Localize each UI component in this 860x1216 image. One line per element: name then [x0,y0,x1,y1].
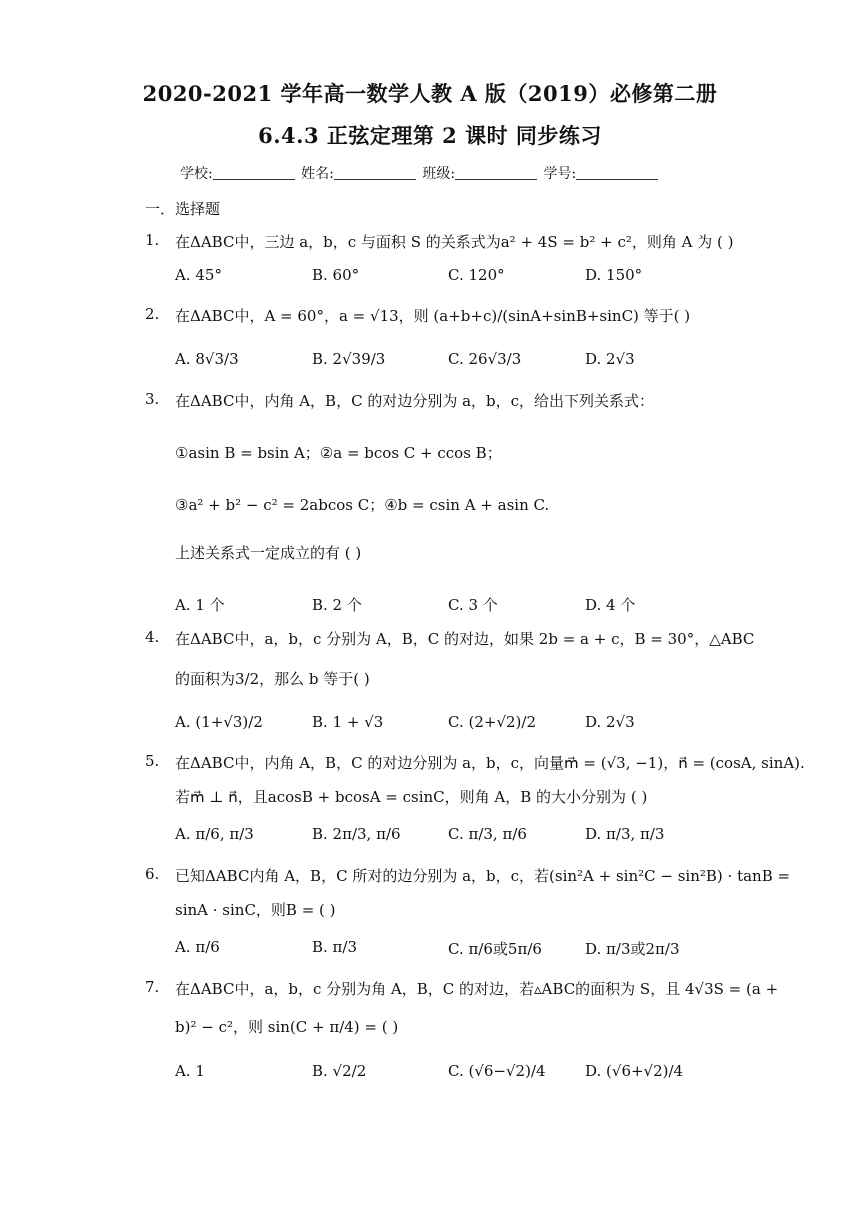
option-d[interactable]: D. 2√3 [585,350,635,368]
option-b[interactable]: B. π/3 [312,938,358,956]
student-id-label: 学号: [543,166,577,182]
question-text: 已知ΔABC内角 A，B，C 所对的边分别为 a，b，c，若(sin²A + sin²C − sin²B) · tanB = [175,867,791,885]
question-number: 4. [145,628,160,646]
school-label: 学校: [180,166,213,182]
option-b[interactable]: B. 2 个 [312,596,362,614]
question-number: 5. [145,752,160,770]
question-text-cont: 的面积为3/2，那么 b 等于( ) [175,670,370,688]
class-blank[interactable] [455,165,537,180]
name-label: 姓名: [301,166,334,182]
option-d[interactable]: D. (√6+√2)/4 [585,1062,684,1080]
option-a[interactable]: A. π/6, π/3 [175,825,254,843]
option-a[interactable]: A. 8√3/3 [175,350,239,368]
option-b[interactable]: B. √2/2 [312,1062,367,1080]
question-text: 在ΔABC中，a，b，c 分别为 A，B，C 的对边，如果 2b = a + c，B = 30°，△ABC [175,630,755,648]
option-c[interactable]: C. π/3, π/6 [448,825,527,843]
school-blank[interactable] [213,165,295,180]
option-c[interactable]: C. 3 个 [448,596,498,614]
relation-list-2: ③a² + b² − c² = 2abcos C；④b = csin A + asin C. [175,496,550,514]
question-text: 在ΔABC中，三边 a，b，c 与面积 S 的关系式为a² + 4S = b² + c²，则角 A 为 ( ) [175,233,734,251]
question-number: 3. [145,390,160,408]
question-text-cont: 若m⃗ ⊥ n⃗，且acosB + bcosA = csinC，则角 A，B 的大小分别为 ( ) [175,788,648,806]
student-id-blank[interactable] [576,165,658,180]
option-c[interactable]: C. (√6−√2)/4 [448,1062,546,1080]
option-a[interactable]: A. (1+√3)/2 [175,713,263,731]
option-b[interactable]: B. 1 + √3 [312,713,384,731]
question-number: 7. [145,978,160,996]
question-text: 在ΔABC中，内角 A，B，C 的对边分别为 a，b，c，向量m⃗ = (√3, −1)，n⃗ = (cosA, sinA). [175,754,805,772]
worksheet-subtitle: 6.4.3 正弦定理第 2 课时 同步练习 [258,123,602,148]
question-text: 在ΔABC中，A = 60°，a = √13，则 (a+b+c)/(sinA+sinB+sinC) 等于( ) [175,307,691,325]
option-d[interactable]: D. π/3或2π/3 [585,940,680,958]
name-blank[interactable] [334,165,416,180]
option-a[interactable]: A. 1 个 [175,596,225,614]
worksheet-title: 2020-2021 学年高一数学人教 A 版（2019）必修第二册 [142,81,718,106]
option-c[interactable]: C. 120° [448,266,505,284]
option-a[interactable]: A. 1 [175,1062,205,1080]
question-number: 6. [145,865,160,883]
question-prompt: 上述关系式一定成立的有 ( ) [175,544,362,562]
option-d[interactable]: D. 2√3 [585,713,635,731]
question-number: 2. [145,305,160,323]
option-d[interactable]: D. 150° [585,266,643,284]
option-a[interactable]: A. π/6 [175,938,220,956]
class-label: 班级: [422,166,456,182]
option-c[interactable]: C. π/6或5π/6 [448,940,542,958]
section-heading: 一．选择题 [145,200,221,218]
option-b[interactable]: B. 2π/3, π/6 [312,825,401,843]
question-text-cont: b)² − c²，则 sin(C + π/4) = ( ) [175,1018,399,1036]
option-a[interactable]: A. 45° [175,266,222,284]
option-c[interactable]: C. (2+√2)/2 [448,713,536,731]
question-text: 在ΔABC中，内角 A，B，C 的对边分别为 a，b，c，给出下列关系式： [175,392,655,410]
student-info-row [180,163,660,183]
question-text: 在ΔABC中，a，b，c 分别为角 A，B，C 的对边，若▵ABC的面积为 S，且 4√3S = (a + [175,980,779,998]
question-number: 1. [145,231,160,249]
option-b[interactable]: B. 60° [312,266,360,284]
option-d[interactable]: D. 4 个 [585,596,636,614]
option-d[interactable]: D. π/3, π/3 [585,825,665,843]
option-b[interactable]: B. 2√39/3 [312,350,386,368]
option-c[interactable]: C. 26√3/3 [448,350,522,368]
question-text-cont: sinA · sinC，则B = ( ) [175,901,336,919]
relation-list-1: ①asin B = bsin A；②a = bcos C + ccos B； [175,444,502,462]
